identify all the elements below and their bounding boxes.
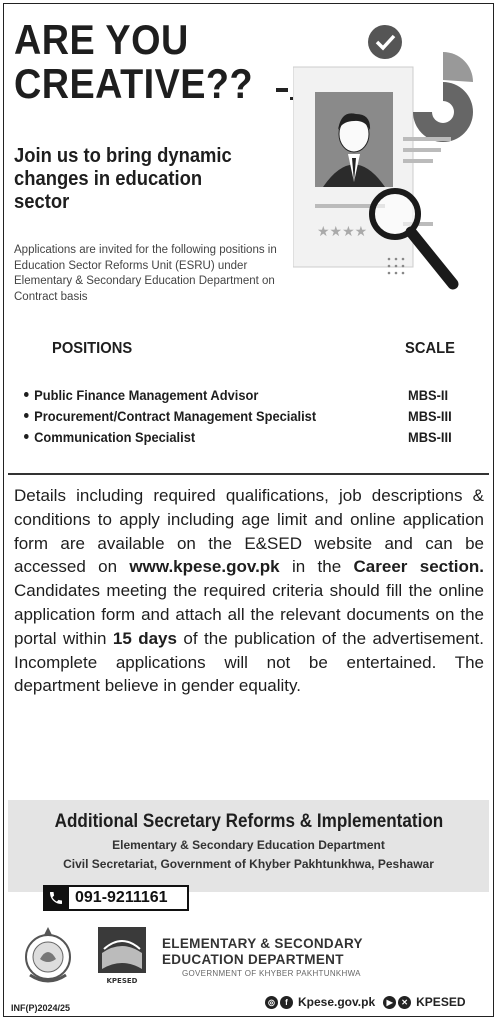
- rating-stars: [317, 224, 367, 240]
- details-text: of the publication of the advertisement. Incomplete applications will not be entertained. The department believe in gender equality.: [14, 628, 485, 696]
- contact-address: Civil Secretariat, Government of Khyber Pakhtunkhwa, Peshawar: [63, 857, 434, 871]
- svg-text:★★★★: ★★★★: [317, 224, 368, 240]
- magnifier-icon: [372, 191, 453, 284]
- check-badge-icon: [368, 25, 402, 59]
- position-title: Public Finance Management Advisor: [34, 387, 259, 403]
- decor-dash: [276, 88, 288, 92]
- details-text: Candidates meeting the required criteria should fill the online application form and attach all the relevant documents on the portal within: [14, 581, 484, 648]
- intro-text: Applications are invited for the following positions in Education Sector Reforms Unit (ESRU) under Elementary & Secondary Education Department on Contract basis: [14, 244, 277, 303]
- career-section-text: Career section.: [353, 557, 484, 577]
- section-divider: [8, 473, 489, 475]
- youtube-icon[interactable]: ▶: [383, 996, 396, 1009]
- contact-title: Additional Secretary Reforms & Implementation: [54, 811, 443, 832]
- position-scale: MBS-III: [408, 429, 452, 445]
- facebook-icon[interactable]: f: [280, 996, 293, 1009]
- details-text: in the: [279, 557, 354, 577]
- kpesed-logo: [94, 925, 150, 987]
- social-handle[interactable]: KPESED: [416, 995, 466, 1009]
- social-links: [265, 995, 466, 1009]
- phone-icon: [43, 885, 69, 911]
- instagram-icon[interactable]: ◎: [265, 996, 278, 1009]
- contact-department: Elementary & Secondary Education Department: [112, 838, 385, 852]
- government-subtitle: GOVERNMENT OF KHYBER PAKHTUNKHWA: [182, 969, 361, 978]
- website-link[interactable]: www.kpese.gov.pk: [129, 557, 280, 577]
- website-text[interactable]: Kpese.gov.pk: [298, 995, 376, 1009]
- recruitment-illustration: [293, 22, 483, 302]
- headline-line-2: CREATIVE??: [14, 60, 254, 107]
- inf-code: INF(P)2024/25: [11, 1003, 71, 1013]
- headline: [14, 18, 253, 106]
- position-item: [24, 406, 474, 427]
- details-paragraph: [14, 484, 484, 698]
- details-text: Details including required qualifications, job descriptions & conditions to apply including age limit and online application form are available on the E&SED website and can be accessed on: [14, 486, 484, 577]
- kp-government-seal-logo: [22, 925, 74, 985]
- x-icon[interactable]: ✕: [398, 996, 411, 1009]
- positions-list: [24, 385, 474, 448]
- subheading: Join us to bring dynamic changes in education sector: [14, 145, 232, 213]
- pie-chart-icon: [413, 52, 473, 142]
- position-title: Communication Specialist: [34, 429, 196, 445]
- svg-text:KPESED: KPESED: [106, 977, 138, 985]
- deadline-days: 15 days: [112, 628, 177, 648]
- scale-header: SCALE: [405, 340, 455, 357]
- headline-line-1: ARE YOU: [14, 16, 189, 63]
- position-item: [24, 427, 474, 448]
- position-item: [24, 385, 474, 406]
- department-name: ELEMENTARY & SECONDARY EDUCATION DEPARTMENT: [162, 936, 363, 967]
- phone-number: 091-9211161: [75, 889, 168, 906]
- positions-header: POSITIONS: [52, 340, 133, 357]
- position-title: Procurement/Contract Management Specialist: [34, 408, 317, 424]
- phone-box[interactable]: [43, 885, 189, 911]
- position-scale: MBS-III: [408, 408, 452, 424]
- position-scale: MBS-II: [408, 387, 449, 403]
